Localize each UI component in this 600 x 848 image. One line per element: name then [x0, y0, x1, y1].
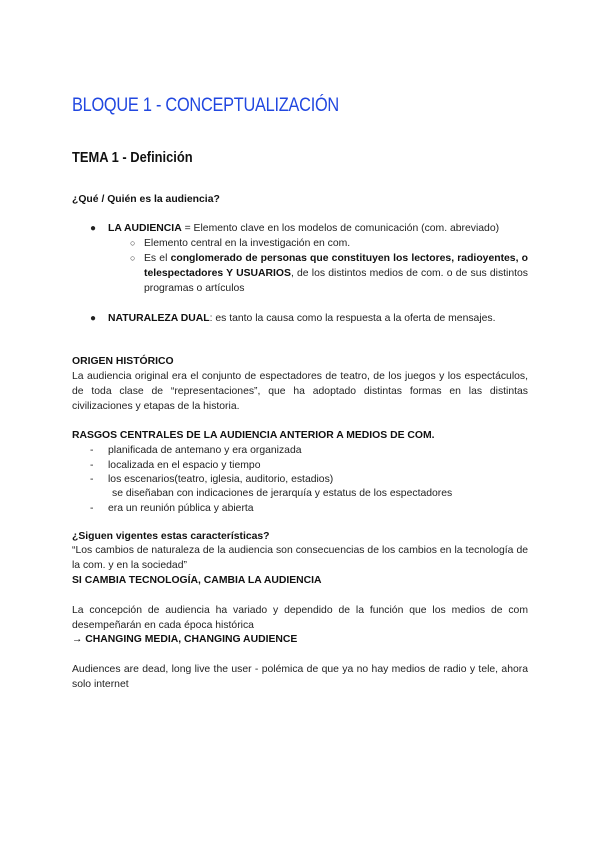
- bullet-text: : es tanto la causa como la respuesta a la oferta de mensajes.: [209, 313, 496, 324]
- paragraph-audiences: Audiences are dead, long live the user - polémica de que ya no hay medios de radio y tele, ahora solo internet: [72, 664, 528, 690]
- arrow-line: → CHANGING MEDIA, CHANGING AUDIENCE: [72, 634, 298, 645]
- topic-title: TEMA 1 - Definición: [72, 149, 193, 166]
- bullet-dot: ●: [90, 223, 97, 234]
- bullet-text: = Elemento clave en los modelos de comunicación (com. abreviado): [181, 223, 500, 234]
- sub-bullet-text: Elemento central en la investigación en com.: [144, 238, 351, 249]
- bullet-bold: NATURALEZA DUAL: [108, 313, 210, 324]
- question-vigentes: ¿Siguen vigentes estas características?: [72, 531, 270, 542]
- question-heading: ¿Qué / Quién es la audiencia?: [72, 194, 220, 205]
- bullet-dot: ●: [90, 313, 97, 324]
- section-heading-rasgos: RASGOS CENTRALES DE LA AUDIENCIA ANTERIOR A MEDIOS DE COM.: [72, 430, 435, 441]
- conclusion-line: SI CAMBIA TECNOLOGÍA, CAMBIA LA AUDIENCIA: [72, 575, 322, 586]
- quote-paragraph: “Los cambios de naturaleza de la audiencia son consecuencias de los cambios en la tecnología de la com. y en la sociedad”: [72, 545, 528, 571]
- bullet-bold: LA AUDIENCIA: [108, 223, 182, 234]
- sub-bullet-text: Es el conglomerado de personas que constituyen los lectores, radioyentes, o telespectadores Y USUARIOS, de los distintos medios de com. o de sus distintos programas o artículos: [144, 253, 529, 294]
- block-title: BLOQUE 1 - CONCEPTUALIZACIÓN: [72, 95, 339, 116]
- section-heading-origen: ORIGEN HISTÓRICO: [72, 356, 174, 367]
- paragraph-origen: La audiencia original era el conjunto de espectadores de teatro, de los juegos y los espectáculos, de toda clase de “representaciones”, que ha adoptado distintas formas en las distintas civilizaciones y etapas de la historia.: [72, 371, 528, 412]
- paragraph-concepcion: La concepción de audiencia ha variado y dependido de la función que los medios de com desempeñarán en cada época histórica: [72, 605, 528, 631]
- sub-bullet-circle: ○: [130, 253, 136, 263]
- sub-bullet-circle: ○: [130, 238, 136, 248]
